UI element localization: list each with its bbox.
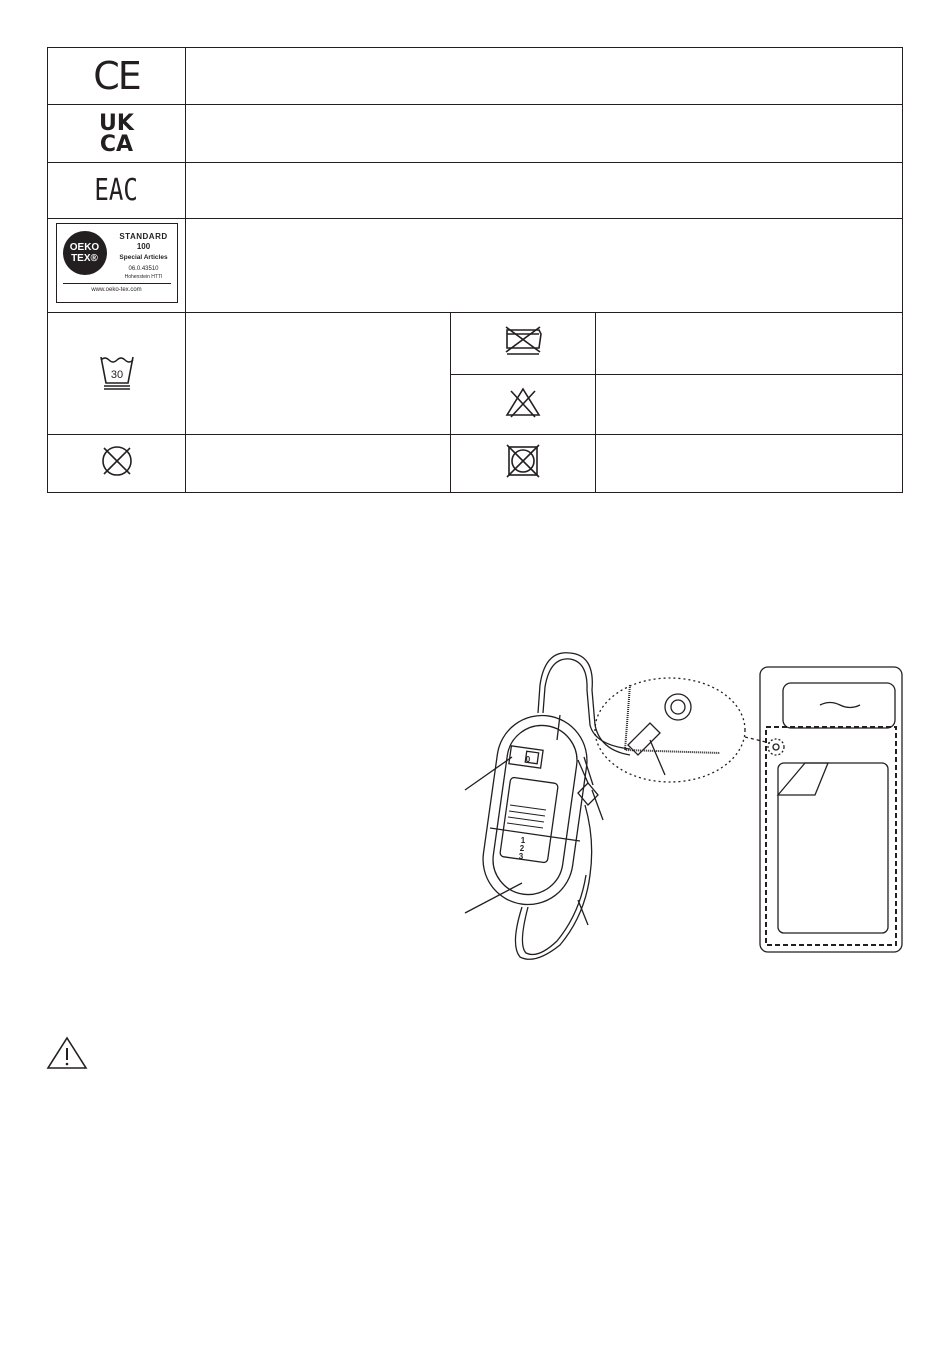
ukca-mark (48, 110, 185, 157)
ukca-description (186, 105, 903, 163)
oeko-line1: OEKO (69, 242, 100, 253)
ce-description (186, 48, 903, 105)
no-bleach-description (596, 375, 903, 435)
oeko-number: 100 (136, 242, 151, 251)
symbols-table (47, 47, 903, 493)
oeko-code: 06.0.43510 (128, 266, 159, 272)
bed-outline (760, 667, 902, 952)
no-bleach-cell (451, 375, 596, 435)
oeko-description (186, 219, 903, 313)
no-bleach-icon (503, 385, 543, 419)
oeko-cell (48, 219, 186, 313)
controller-off-label: 0 (525, 755, 531, 764)
oeko-divider (63, 283, 171, 284)
oeko-tex-label (56, 223, 178, 303)
ukca-bottom: CA (99, 131, 134, 157)
wash-cell (48, 313, 186, 435)
ukca-top: UK (99, 110, 134, 136)
oeko-standard: STANDARD (119, 232, 168, 241)
no-tumble-square-description (596, 435, 903, 493)
wash-temp: 30 (110, 369, 123, 381)
level-2-label: 2 (519, 844, 525, 853)
wash-30-icon (97, 351, 137, 391)
no-dry-clean-icon (97, 441, 137, 481)
warning-icon (45, 1035, 89, 1071)
oeko-special: Special Articles (119, 254, 168, 261)
no-tumble-description (596, 313, 903, 375)
no-tumble-square-cell (451, 435, 596, 493)
oeko-url: www.oeko-tex.com (91, 287, 142, 293)
ce-cell (48, 48, 186, 105)
wash-description (186, 313, 451, 435)
ce-mark: CE (93, 54, 140, 98)
no-tumble-dry-icon (501, 326, 545, 356)
oeko-institute: Hohenstein HTTI (124, 274, 163, 280)
eac-cell (48, 163, 186, 219)
no-dry-clean-cell (48, 435, 186, 493)
product-illustration (460, 645, 910, 975)
eac-description (186, 163, 903, 219)
oeko-line2: TEX® (71, 253, 98, 264)
level-3-label: 3 (518, 852, 524, 861)
level-1-label: 1 (520, 836, 526, 845)
no-tumble-cell (451, 313, 596, 375)
no-dry-clean-description (186, 435, 451, 493)
eac-mark: EAC (94, 173, 139, 208)
no-tumble-dry-square-icon (503, 441, 543, 481)
oeko-tex-logo (63, 231, 107, 275)
ukca-cell (48, 105, 186, 163)
controller-body (477, 710, 593, 911)
